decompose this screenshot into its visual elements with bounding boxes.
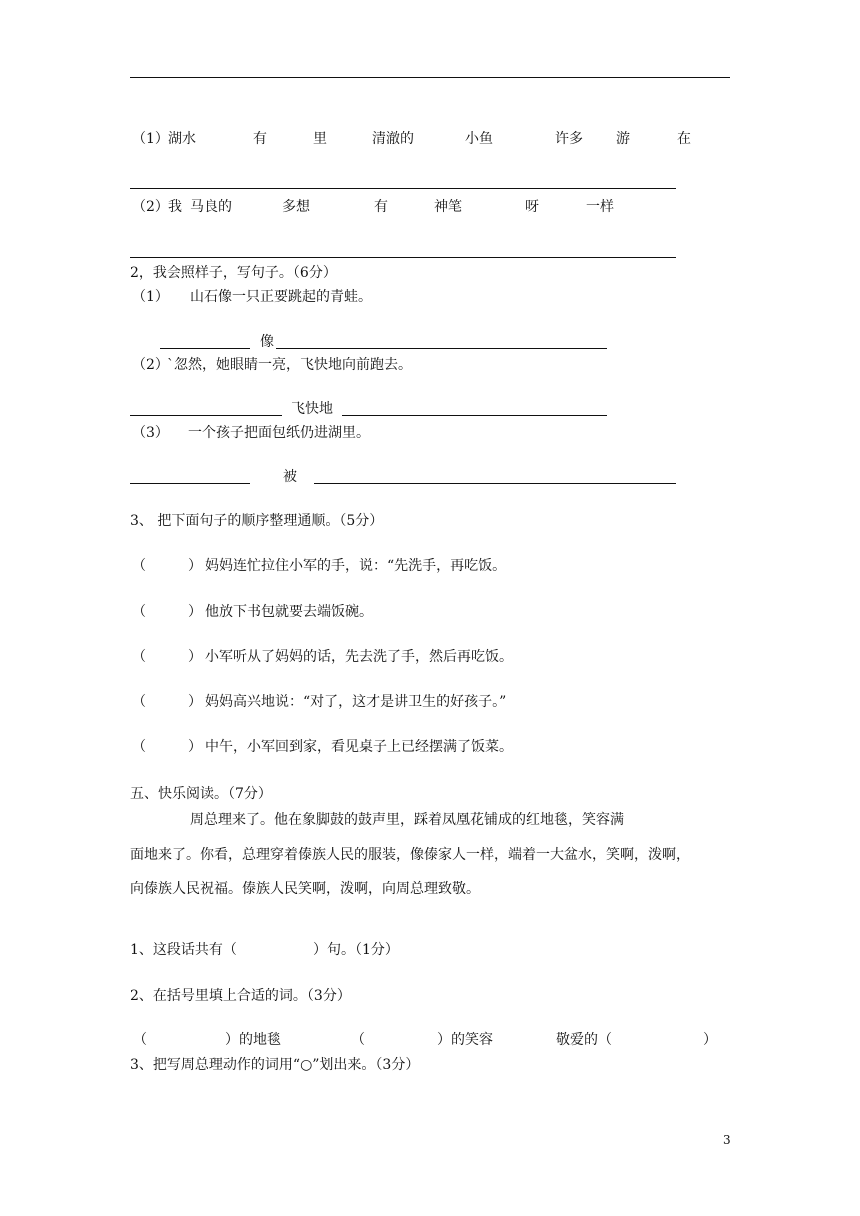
s3-item4-paren[interactable]: （ ） — [132, 694, 202, 710]
section3-title: 3、 把下面句子的顺序整理通顺。（5分） — [130, 513, 384, 529]
page-number: 3 — [723, 1133, 731, 1147]
s2-item2-example: `忽然，她眼睛一亮，飞快地向前跑去。 — [167, 357, 412, 373]
q1-word-6: 许多 — [555, 131, 583, 147]
s2-item2-keyword: 飞快地 — [291, 401, 333, 417]
s2-item2-blank-1[interactable] — [130, 415, 282, 416]
r1-text-after: ）句。（1分） — [313, 942, 399, 958]
s3-item2-paren[interactable]: （ ） — [132, 604, 202, 620]
s2-item1-number: （1） — [132, 289, 169, 305]
q2-word-3: 多想 — [282, 199, 310, 215]
q1-word-4: 清澈的 — [372, 131, 414, 147]
q1-number: （1） — [132, 131, 169, 147]
r2-blank2-open: （ — [351, 1032, 365, 1048]
q1-word-7: 游 — [616, 131, 630, 147]
q1-answer-line[interactable] — [130, 188, 676, 189]
passage-line-2: 面地来了。你看，总理穿着傣族人民的服装，像傣家人一样，端着一大盆水，笑啊，泼啊， — [130, 847, 690, 863]
q1-word-1: 湖水 — [168, 131, 196, 147]
section5-title: 五、快乐阅读。（7分） — [130, 786, 272, 802]
r2-blank1-open: （ — [133, 1032, 147, 1048]
r2-blank2-close: ）的笑容 — [437, 1032, 493, 1048]
q2-answer-line[interactable] — [130, 257, 676, 258]
q2-number: （2） — [132, 199, 169, 215]
s2-item3-number: （3） — [132, 425, 169, 441]
header-rule — [130, 77, 730, 78]
r2-blank3-open: 敬爱的（ — [556, 1032, 612, 1048]
s3-item2-text: 他放下书包就要去端饭碗。 — [205, 604, 373, 620]
passage-line-1: 周总理来了。他在象脚鼓的鼓声里，踩着凤凰花铺成的红地毯，笑容满 — [190, 812, 624, 828]
q1-word-2: 有 — [253, 131, 267, 147]
q1-word-3: 里 — [313, 131, 327, 147]
q2-word-2: 马良的 — [190, 199, 232, 215]
q2-word-4: 有 — [374, 199, 388, 215]
s3-item3-text: 小军听从了妈妈的话，先去洗了手，然后再吃饭。 — [205, 649, 513, 665]
s3-item1-text: 妈妈连忙拉住小军的手，说：“先洗手，再吃饭。 — [205, 558, 507, 574]
s3-item1-paren[interactable]: （ ） — [132, 558, 202, 574]
s2-item2-blank-2[interactable] — [342, 415, 607, 416]
r3-text: 3、把写周总理动作的词用“○”划出来。（3分） — [130, 1057, 420, 1073]
s3-item4-text: 妈妈高兴地说：“对了，这才是讲卫生的好孩子。” — [205, 694, 507, 710]
s2-item1-blank-1[interactable] — [160, 348, 250, 349]
s2-item3-blank-1[interactable] — [130, 483, 250, 484]
s2-item3-example: 一个孩子把面包纸仍进湖里。 — [188, 425, 370, 441]
q2-word-5: 神笔 — [434, 199, 462, 215]
q2-word-6: 呀 — [525, 199, 539, 215]
r2-blank3-close: ） — [703, 1032, 717, 1048]
q1-word-5: 小鱼 — [465, 131, 493, 147]
s2-item3-blank-2[interactable] — [314, 483, 676, 484]
r2-blank1-close: ）的地毯 — [225, 1032, 281, 1048]
s2-item3-keyword: 被 — [283, 469, 297, 485]
s2-item1-example: 山石像一只正要跳起的青蛙。 — [190, 289, 372, 305]
q2-word-1: 我 — [168, 199, 182, 215]
r2-title: 2、在括号里填上合适的词。（3分） — [130, 988, 351, 1004]
s2-item1-keyword: 像 — [260, 334, 274, 350]
passage-line-3: 向傣族人民祝福。傣族人民笑啊，泼啊，向周总理致敬。 — [130, 881, 480, 897]
q1-word-8: 在 — [677, 131, 691, 147]
s2-item1-blank-2[interactable] — [276, 348, 607, 349]
section2-title: 2，我会照样子，写句子。（6分） — [130, 265, 337, 281]
s2-item2-number: （2） — [132, 357, 169, 373]
q2-word-7: 一样 — [586, 199, 614, 215]
s3-item5-text: 中午，小军回到家，看见桌子上已经摆满了饭菜。 — [205, 739, 513, 755]
s3-item5-paren[interactable]: （ ） — [132, 739, 202, 755]
s3-item3-paren[interactable]: （ ） — [132, 649, 202, 665]
r1-text-before: 1、这段话共有（ — [130, 942, 237, 958]
